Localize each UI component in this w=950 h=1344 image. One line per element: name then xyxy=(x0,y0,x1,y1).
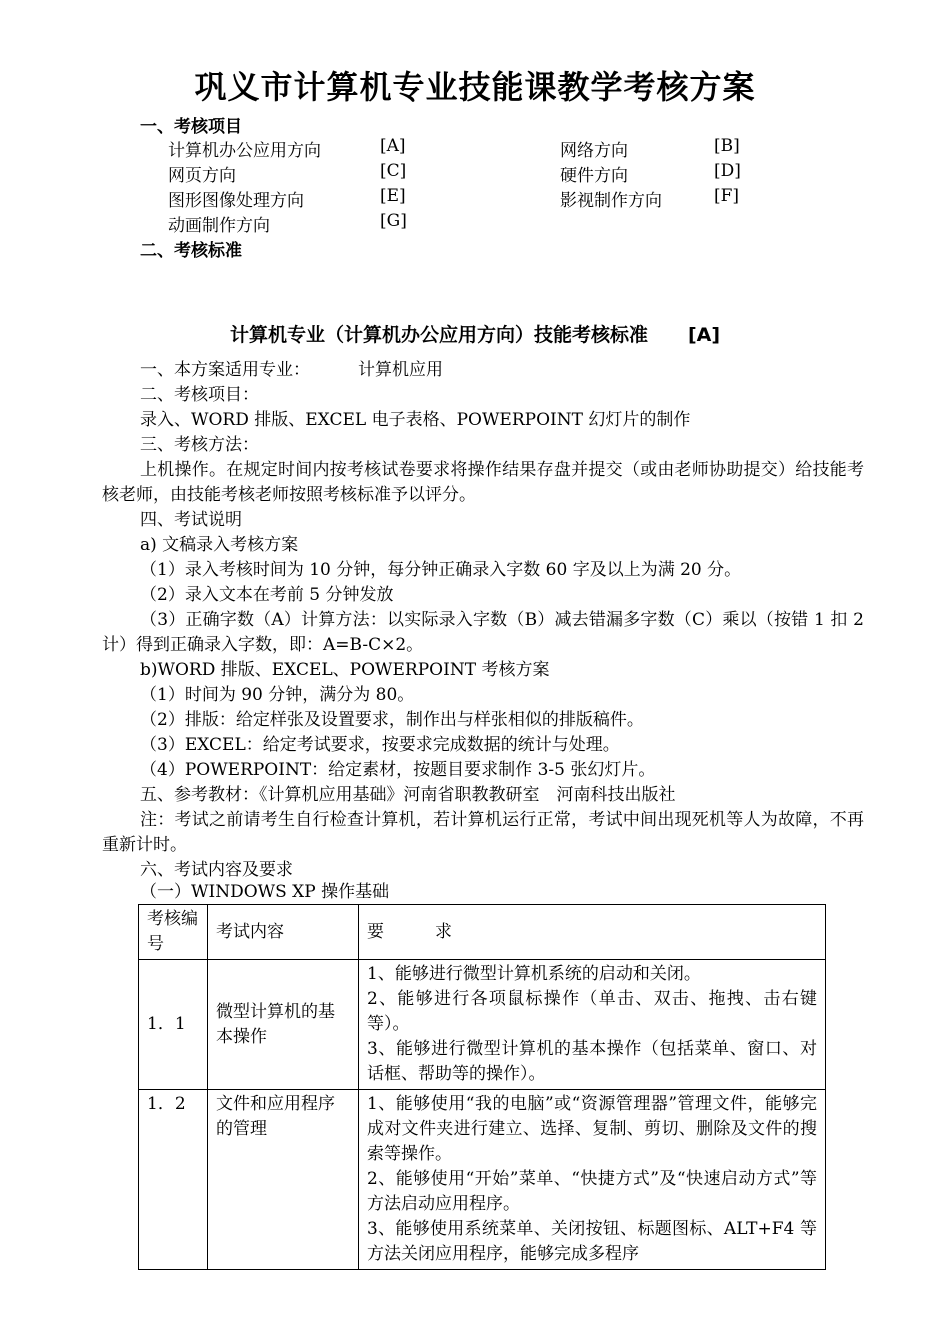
items-label: 二、考核项目： xyxy=(140,385,259,405)
section-heading-standard: 二、考核标准 xyxy=(140,241,242,261)
standard-tag: [A] xyxy=(687,324,721,346)
document-title: 巩义市计算机专业技能课教学考核方案 xyxy=(194,68,756,106)
table-header-row xyxy=(139,905,826,960)
note-paragraph: 注：考试之前请考生自行检查计算机，若计算机运行正常，考试中间出现死机等人为故障，不再重新计时。 xyxy=(102,810,864,855)
project-item-name: 图形图像处理方向 xyxy=(168,191,304,211)
table-row xyxy=(139,1090,826,1270)
project-item-name: 网络方向 xyxy=(560,141,628,161)
project-item-code: [E] xyxy=(380,186,406,206)
method-paragraph: 上机操作。在规定时间内按考核试卷要求将操作结果存盘并提交（或由老师协助提交）给技能考核老师，由技能考核老师按照考核标准予以评分。 xyxy=(102,460,864,505)
project-item-code: [A] xyxy=(380,136,406,156)
items-value: 录入、WORD 排版、EXCEL 电子表格、POWERPOINT 幻灯片的制作 xyxy=(140,410,691,430)
standard-title-text: 计算机专业（计算机办公应用方向）技能考核标准 xyxy=(229,324,648,346)
row-number: 1．2 xyxy=(139,1090,208,1270)
plan-a-title: a) 文稿录入考核方案 xyxy=(140,535,299,555)
project-item-name: 网页方向 xyxy=(168,166,236,186)
method-label: 三、考核方法： xyxy=(140,435,259,455)
table-header: 考核编号 xyxy=(139,905,208,960)
table-header: 考试内容 xyxy=(208,905,359,960)
plan-a-item-3: （3）正确字数（A）计算方法：以实际录入字数（B）减去错漏多字数（C）乘以（按错 1 扣 2 计）得到正确录入字数，即：A=B-C×2。 xyxy=(102,610,864,655)
project-item-code: [G] xyxy=(380,211,407,231)
project-item-code: [B] xyxy=(714,136,740,156)
requirement-line: 3、能够进行微型计算机的基本操作（包括菜单、窗口、对话框、帮助等的操作）。 xyxy=(367,1039,817,1084)
requirements-table xyxy=(138,904,826,1270)
exam-label: 四、考试说明 xyxy=(140,510,242,530)
table-row xyxy=(139,960,826,1090)
requirement-line: 1、能够使用“我的电脑”或“资源管理器”管理文件，能够完成对文件夹进行建立、选择、复制、剪切、删除及文件的搜索等操作。 xyxy=(367,1094,817,1164)
major-value: 计算机应用 xyxy=(358,360,443,380)
project-item-name: 动画制作方向 xyxy=(168,216,270,236)
plan-b-item-3: （3）EXCEL：给定考试要求，按要求完成数据的统计与处理。 xyxy=(140,735,620,755)
requirement-line: 2、能够进行各项鼠标操作（单击、双击、拖拽、击右键等）。 xyxy=(367,989,817,1034)
project-item-code: [C] xyxy=(380,161,407,181)
major-line xyxy=(140,358,443,383)
project-item-name: 影视制作方向 xyxy=(560,191,662,211)
table-header: 要 求 xyxy=(359,905,826,960)
reference-book: 五、参考教材：《计算机应用基础》河南省职教教研室 河南科技出版社 xyxy=(140,785,676,805)
plan-b-item-2: （2）排版：给定样张及设置要求，制作出与样张相似的排版稿件。 xyxy=(140,710,644,730)
plan-a-item-2: （2）录入文本在考前 5 分钟发放 xyxy=(140,585,394,605)
row-number: 1．1 xyxy=(139,960,208,1090)
plan-b-title: b)WORD 排版、EXCEL、POWERPOINT 考核方案 xyxy=(140,660,550,680)
row-content: 微型计算机的基本操作 xyxy=(208,960,359,1090)
row-requirements xyxy=(359,1090,826,1270)
requirement-line: 1、能够进行微型计算机系统的启动和关闭。 xyxy=(367,964,701,984)
row-content: 文件和应用程序的管理 xyxy=(208,1090,359,1270)
requirement-line: 3、能够使用系统菜单、关闭按钮、标题图标、ALT+F4 等方法关闭应用程序，能够完成多程序 xyxy=(367,1219,817,1264)
project-item-name: 硬件方向 xyxy=(560,166,628,186)
major-label: 一、本方案适用专业： xyxy=(140,360,310,380)
part1-title: （一）WINDOWS XP 操作基础 xyxy=(140,882,390,902)
project-item-name: 计算机办公应用方向 xyxy=(168,141,321,161)
plan-b-item-4: （4）POWERPOINT：给定素材，按题目要求制作 3-5 张幻灯片。 xyxy=(140,760,656,780)
row-requirements xyxy=(359,960,826,1090)
plan-a-item-1: （1）录入考核时间为 10 分钟，每分钟正确录入字数 60 字及以上为满 20 分。 xyxy=(140,560,742,580)
section-heading-items: 一、考核项目 xyxy=(140,117,242,137)
requirement-line: 2、能够使用“开始”菜单、“快捷方式”及“快速启动方式”等方法启动应用程序。 xyxy=(367,1169,817,1214)
project-item-code: [F] xyxy=(714,186,740,206)
standard-title xyxy=(0,320,950,347)
content-label: 六、考试内容及要求 xyxy=(140,860,293,880)
project-item-code: [D] xyxy=(714,161,741,181)
plan-b-item-1: （1）时间为 90 分钟，满分为 80。 xyxy=(140,685,415,705)
